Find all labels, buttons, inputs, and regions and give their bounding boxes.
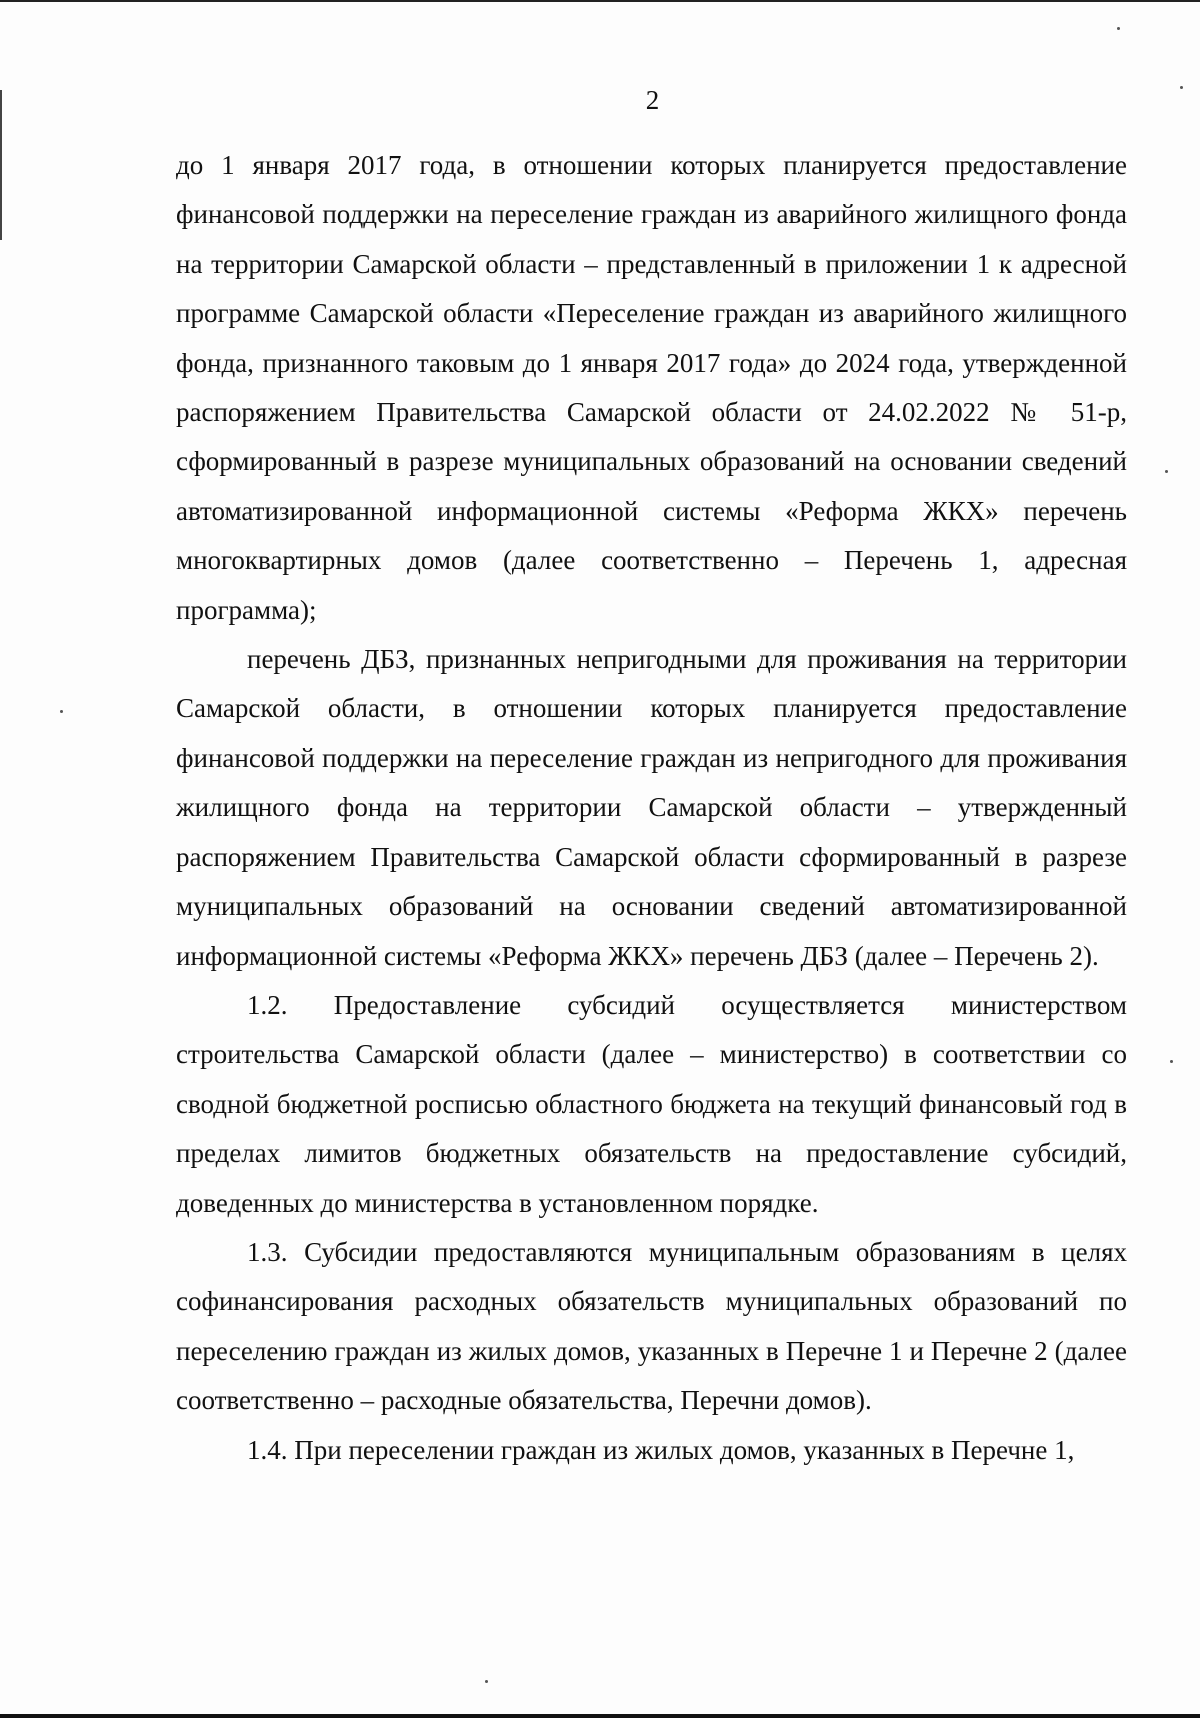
page-number: 2 bbox=[645, 85, 660, 115]
scan-edge-bottom bbox=[0, 1714, 1200, 1718]
scan-speck bbox=[1165, 470, 1168, 473]
scan-speck bbox=[60, 710, 63, 713]
scan-speck bbox=[1170, 1060, 1173, 1063]
paragraph-list2: перечень ДБЗ, признанных непригодными для проживания на территории Самарской области, в отношении которых планируется предоставление финансовой поддержки на переселение граждан из непригодного для проживания жилищного фонда на территории Самарской области – утвержденный распоряжением Правительства Самарской области сформированный в разрезе муниципальных образований на основании сведений автоматизированной информационной системы «Реформа ЖКХ» перечень ДБЗ (далее – Перечень 2). bbox=[176, 644, 1127, 971]
paragraph-1-3: 1.3. Субсидии предоставляются муниципальным образованиям в целях софинансирования расходных обязательств муниципальных образований по переселению граждан из жилых домов, указанных в Перечне 1 и Перечне 2 (далее соответственно – расходные обязательства, Перечни домов). bbox=[176, 1236, 1127, 1416]
paragraph-list1-continued: до 1 января 2017 года, в отношении которых планируется предоставление финансовой поддержки на переселение граждан из аварийного жилищного фонда на территории Самарской области – представленный в приложении 1 к адресной программе Самарской области «Переселение граждан из аварийного жилищного фонда, признанного таковым до 1 января 2017 года» до 2024 года, утвержденной распоряжением Правительства Самарской области от 24.02.2022 № 51-р, сформированный в разрезе муниципальных образований на основании сведений автоматизированной информационной системы «Реформа ЖКХ» перечень многоквартирных домов (далее соответственно – Перечень 1, адресная программа); bbox=[176, 150, 1127, 625]
paragraph-1-4: 1.4. При переселении граждан из жилых домов, указанных в Перечне 1, bbox=[247, 1434, 1075, 1465]
scan-speck bbox=[485, 1680, 488, 1683]
scan-speck bbox=[1117, 27, 1120, 30]
document-body bbox=[176, 141, 1127, 1475]
scan-edge-top bbox=[0, 0, 1200, 2]
paragraph-1-2: 1.2. Предоставление субсидий осуществляется министерством строительства Самарской области (далее – министерство) в соответствии со сводной бюджетной росписью областного бюджета на текущий финансовый год в пределах лимитов бюджетных обязательств на предоставление субсидий, доведенных до министерства в установленном порядке. bbox=[176, 989, 1127, 1218]
